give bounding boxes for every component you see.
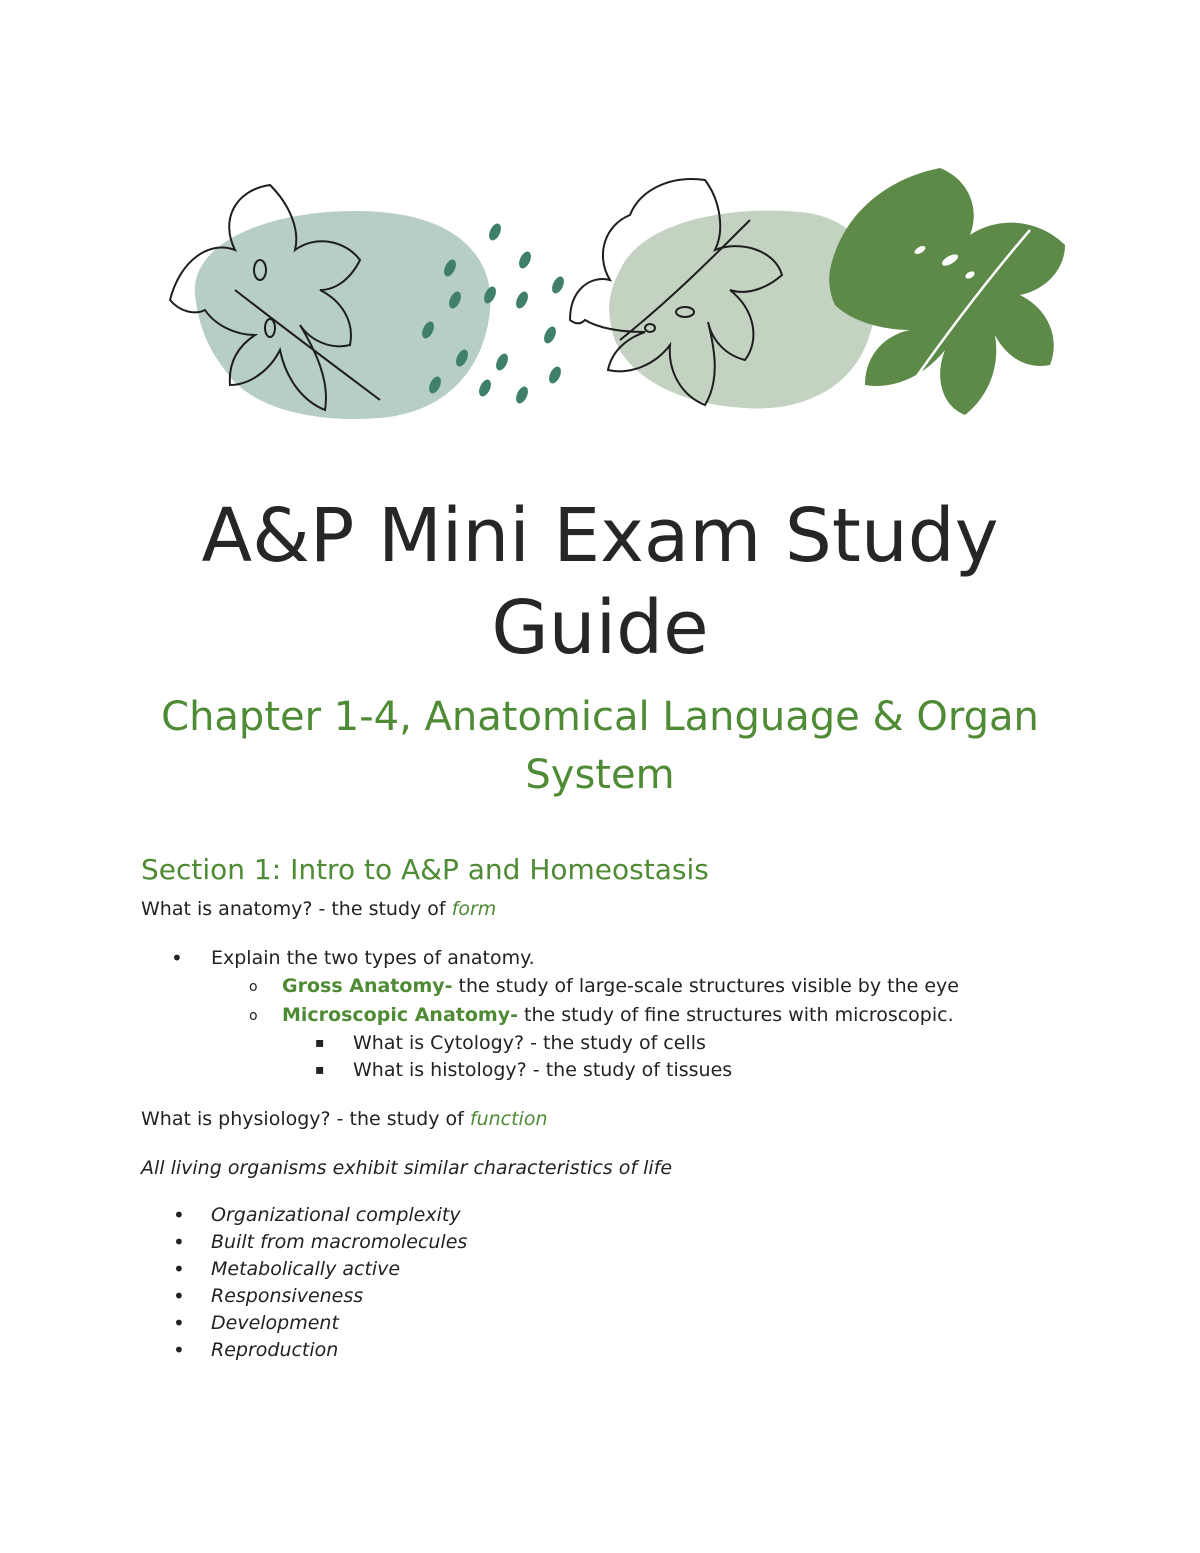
physiology-question bbox=[141, 1106, 1101, 1133]
physiology-answer: function bbox=[469, 1108, 548, 1130]
list-item-microscopic-anatomy bbox=[141, 1001, 1101, 1030]
teal-blob bbox=[195, 211, 491, 419]
solid-leaf-right bbox=[829, 168, 1065, 430]
anatomy-answer: form bbox=[451, 898, 497, 920]
characteristics-list bbox=[141, 1202, 1101, 1364]
list-item: • Built from macromolecules bbox=[141, 1229, 1101, 1256]
term: Gross Anatomy- bbox=[282, 975, 453, 997]
anatomy-question-text: What is anatomy? - the study of bbox=[141, 898, 452, 920]
list-item: • Responsiveness bbox=[141, 1283, 1101, 1310]
document-body bbox=[141, 852, 1101, 1364]
definition: the study of fine structures with microscopic. bbox=[517, 1004, 954, 1026]
anatomy-question bbox=[141, 896, 1101, 923]
characteristics-intro: All living organisms exhibit similar characteristics of life bbox=[141, 1157, 673, 1179]
section-heading: Section 1: Intro to A&P and Homeostasis bbox=[141, 853, 709, 886]
list-item: • Development bbox=[141, 1310, 1101, 1337]
term: Microscopic Anatomy- bbox=[282, 1004, 518, 1026]
document-title: A&P Mini Exam Study Guide bbox=[201, 493, 999, 671]
sage-blob bbox=[609, 211, 876, 409]
list-item: • Organizational complexity bbox=[141, 1202, 1101, 1229]
document-subtitle: Chapter 1-4, Anatomical Language & Organ System bbox=[161, 694, 1039, 798]
monstera-leaves-illustration bbox=[150, 150, 1090, 450]
list-item-cytology: ▪ What is Cytology? - the study of cells bbox=[141, 1030, 1101, 1057]
list-item: • Metabolically active bbox=[141, 1256, 1101, 1283]
definition: the study of large-scale structures visible by the eye bbox=[452, 975, 959, 997]
physiology-question-text: What is physiology? - the study of bbox=[141, 1108, 470, 1130]
list-item-histology: ▪ What is histology? - the study of tissues bbox=[141, 1057, 1101, 1084]
list-item-gross-anatomy bbox=[141, 972, 1101, 1001]
list-item: • Reproduction bbox=[141, 1337, 1101, 1364]
list-item: • Explain the two types of anatomy. bbox=[141, 945, 1101, 972]
anatomy-types-list bbox=[141, 945, 1101, 1084]
